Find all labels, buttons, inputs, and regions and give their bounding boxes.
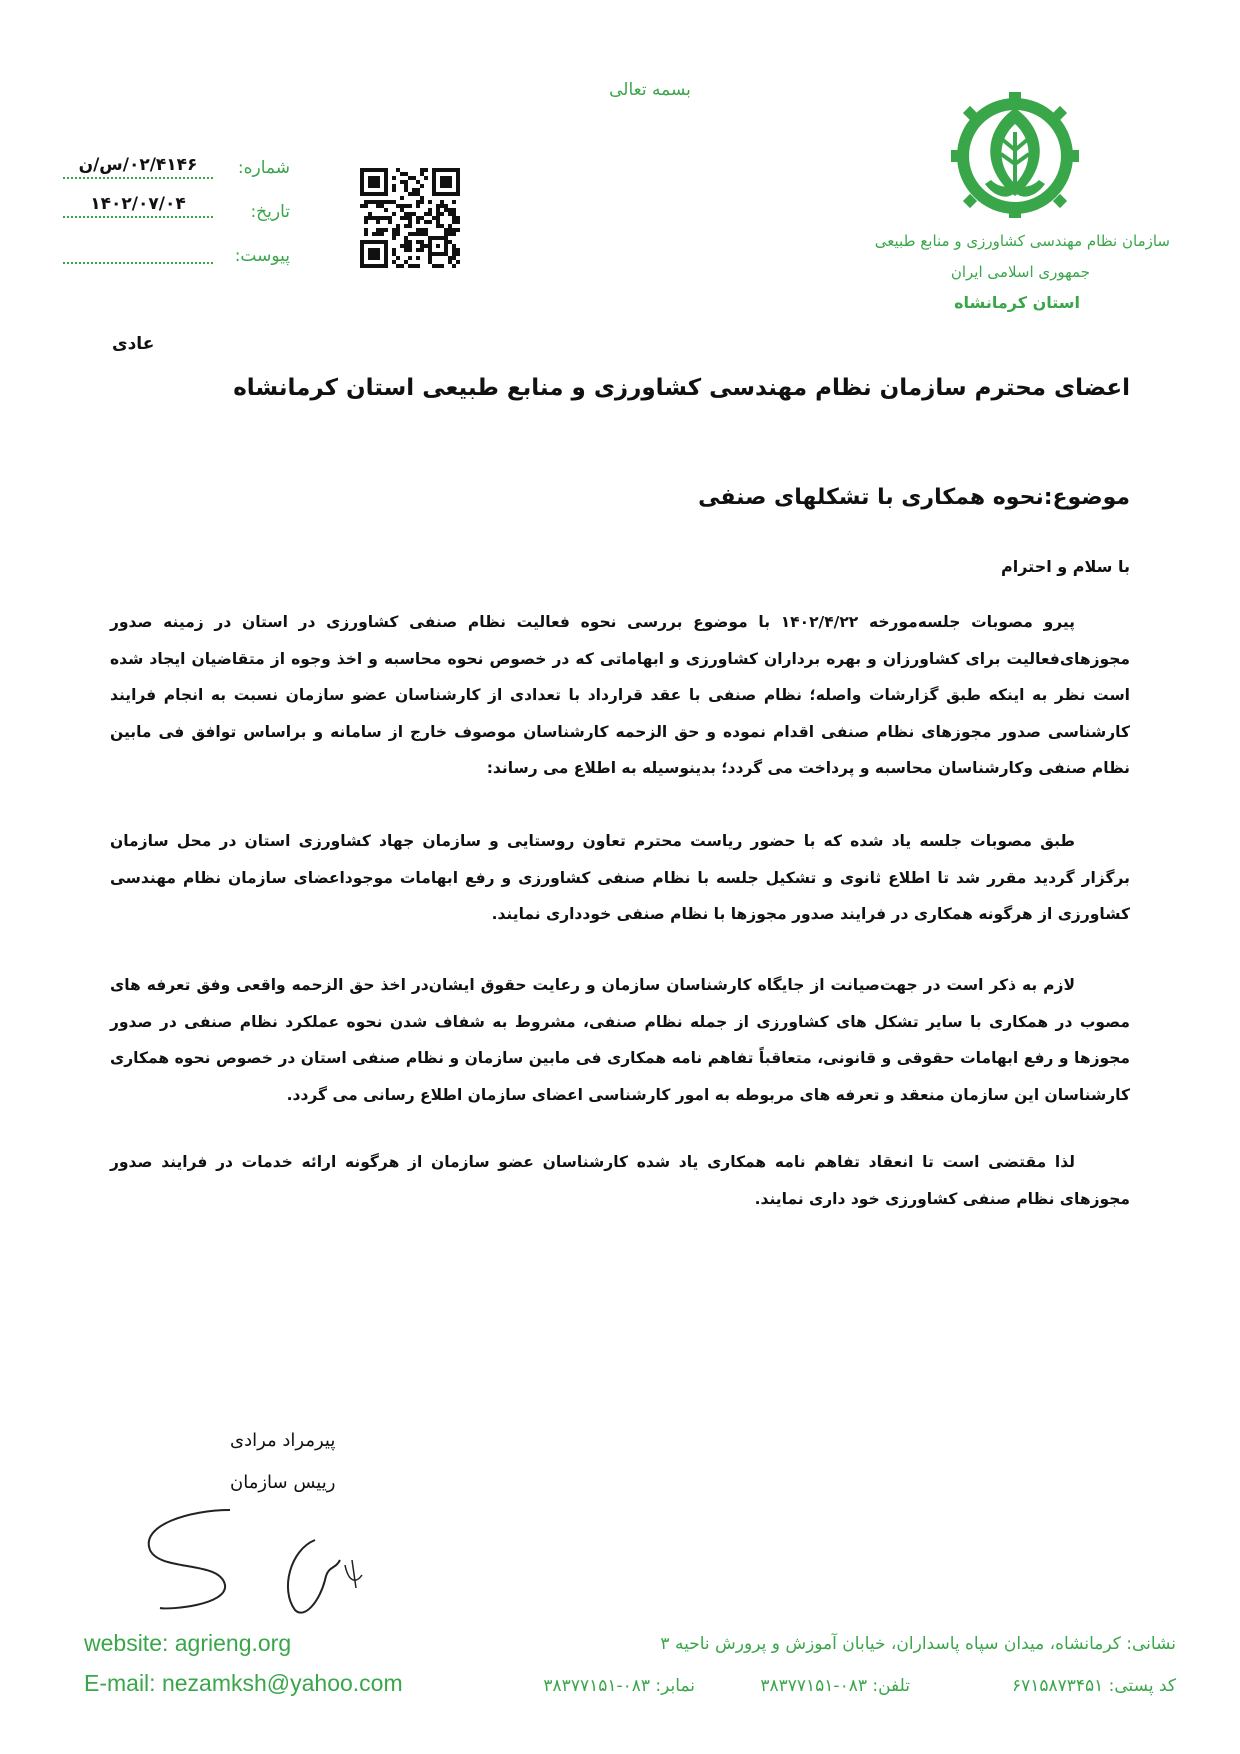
footer-address: نشانی: کرمانشاه، میدان سپاه پاسداران، خیابان آموزش و پرورش ناحیه ۳ xyxy=(660,1634,1176,1654)
footer-postal-code: کد پستی: ۶۷۱۵۸۷۳۴۵۱ xyxy=(1011,1676,1176,1696)
qr-code-icon xyxy=(360,168,460,268)
footer-email: E-mail: nezamksh@yahoo.com xyxy=(84,1670,403,1696)
priority-label: عادی xyxy=(112,334,155,354)
signatory-name: پیرمراد مرادی xyxy=(230,1430,336,1451)
footer-website: website: agrieng.org xyxy=(84,1630,292,1656)
letter-date-value: ۱۴۰۲/۰۷/۰۴ xyxy=(63,194,213,218)
body-paragraph: پیرو مصوبات جلسه‌مورخه ۱۴۰۲/۴/۲۲ با موضوع بررسی نحوه فعالیت نظام صنفی کشاورزی در استان در زمینه صدور مجوزهای‌فعالیت برای کشاورزان و بهره برداران کشاورزی و ابهاماتی که در خصوص نحوه محاسبه و اخذ وجوه از متقاضیان ایجاد شده است نظر به اینکه طبق گزارشات واصله؛ نظام صنفی با عقد قرارداد با تعدادی از کارشناسان عضو سازمان نسبت به انجام فرایند کارشناسی صدور مجوزهای نظام صنفی اقدام نموده و حق الزحمه کارشناسان موصوف خارج از سامانه و براساس توافق فی مابین نظام صنفی وکارشناسان محاسبه و پرداخت می گردد؛ بدینوسیله به اطلاع می رساند: xyxy=(110,613,1130,777)
organization-name: سازمان نظام مهندسی کشاورزی و منابع طبیعی xyxy=(874,232,1170,250)
organization-country: جمهوری اسلامی ایران xyxy=(950,263,1090,281)
body-paragraph: لذا مقتضی است تا انعقاد تفاهم نامه همکاری یاد شده کارشناسان عضو سازمان از هرگونه ارائه خدمات در فرایند صدور مجوزهای نظام صنفی کشاورزی خود داری نمایند. xyxy=(110,1153,1130,1208)
recipient-line: اعضای محترم سازمان نظام مهندسی کشاورزی و منابع طبیعی استان کرمانشاه xyxy=(233,375,1130,401)
greeting-line: با سلام و احترام xyxy=(1001,557,1130,576)
handwritten-signature xyxy=(130,1480,390,1620)
body-paragraph: لازم به ذکر است در جهت‌صیانت از جایگاه کارشناسان سازمان و رعایت حقوق ایشان‌در اخذ حق الزحمه واقعی وفق تعرفه های مصوب در همکاری با سایر تشکل های کشاورزی از جمله نظام صنفی، مشروط به شفاف شدن نحوه عملکرد نظام صنفی در صدور مجوزها و رفع ابهامات حقوقی و قانونی، متعاقباً تفاهم نامه همکاری فی مابین سازمان و نظام صنفی استان در خصوص نحوه همکاری کارشناسان این سازمان منعقد و تعرفه های مربوطه به امور کارشناسی اعضای سازمان اطلاع رسانی می گردد. xyxy=(110,976,1130,1104)
letter-date-label: تاریخ: xyxy=(250,202,290,222)
footer-fax: نمابر: ۰۸۳-۳۸۳۷۷۱۵۱ xyxy=(543,1676,695,1696)
letter-attachment-value xyxy=(63,240,213,264)
signatory-title: رییس سازمان xyxy=(230,1472,336,1493)
letter-attachment-label: پیوست: xyxy=(234,246,290,266)
letter-number-value: ۰۲/۴۱۴۶/س/ن xyxy=(63,155,213,179)
letter-number-label: شماره: xyxy=(237,158,290,178)
body-paragraph: طبق مصوبات جلسه یاد شده که با حضور ریاست محترم تعاون روستایی و سازمان جهاد کشاورزی استان در محل سازمان برگزار گردید مقرر شد تا اطلاع ثانوی و تشکیل جلسه با نظام صنفی کشاورزی و رفع ابهامات موجوداعضای سازمان نظام مهندسی کشاورزی از هرگونه همکاری در فرایند صدور مجوزها با نظام صنفی خودداری نمایند. xyxy=(110,832,1130,923)
footer-phone: تلفن: ۰۸۳-۳۸۳۷۷۱۵۱ xyxy=(760,1676,910,1696)
organization-logo xyxy=(935,88,1095,218)
basmala-heading: بسمه تعالی xyxy=(609,80,691,100)
subject-line: موضوع:نحوه همکاری با تشکلهای صنفی xyxy=(698,485,1130,510)
organization-province: استان کرمانشاه xyxy=(954,293,1080,312)
